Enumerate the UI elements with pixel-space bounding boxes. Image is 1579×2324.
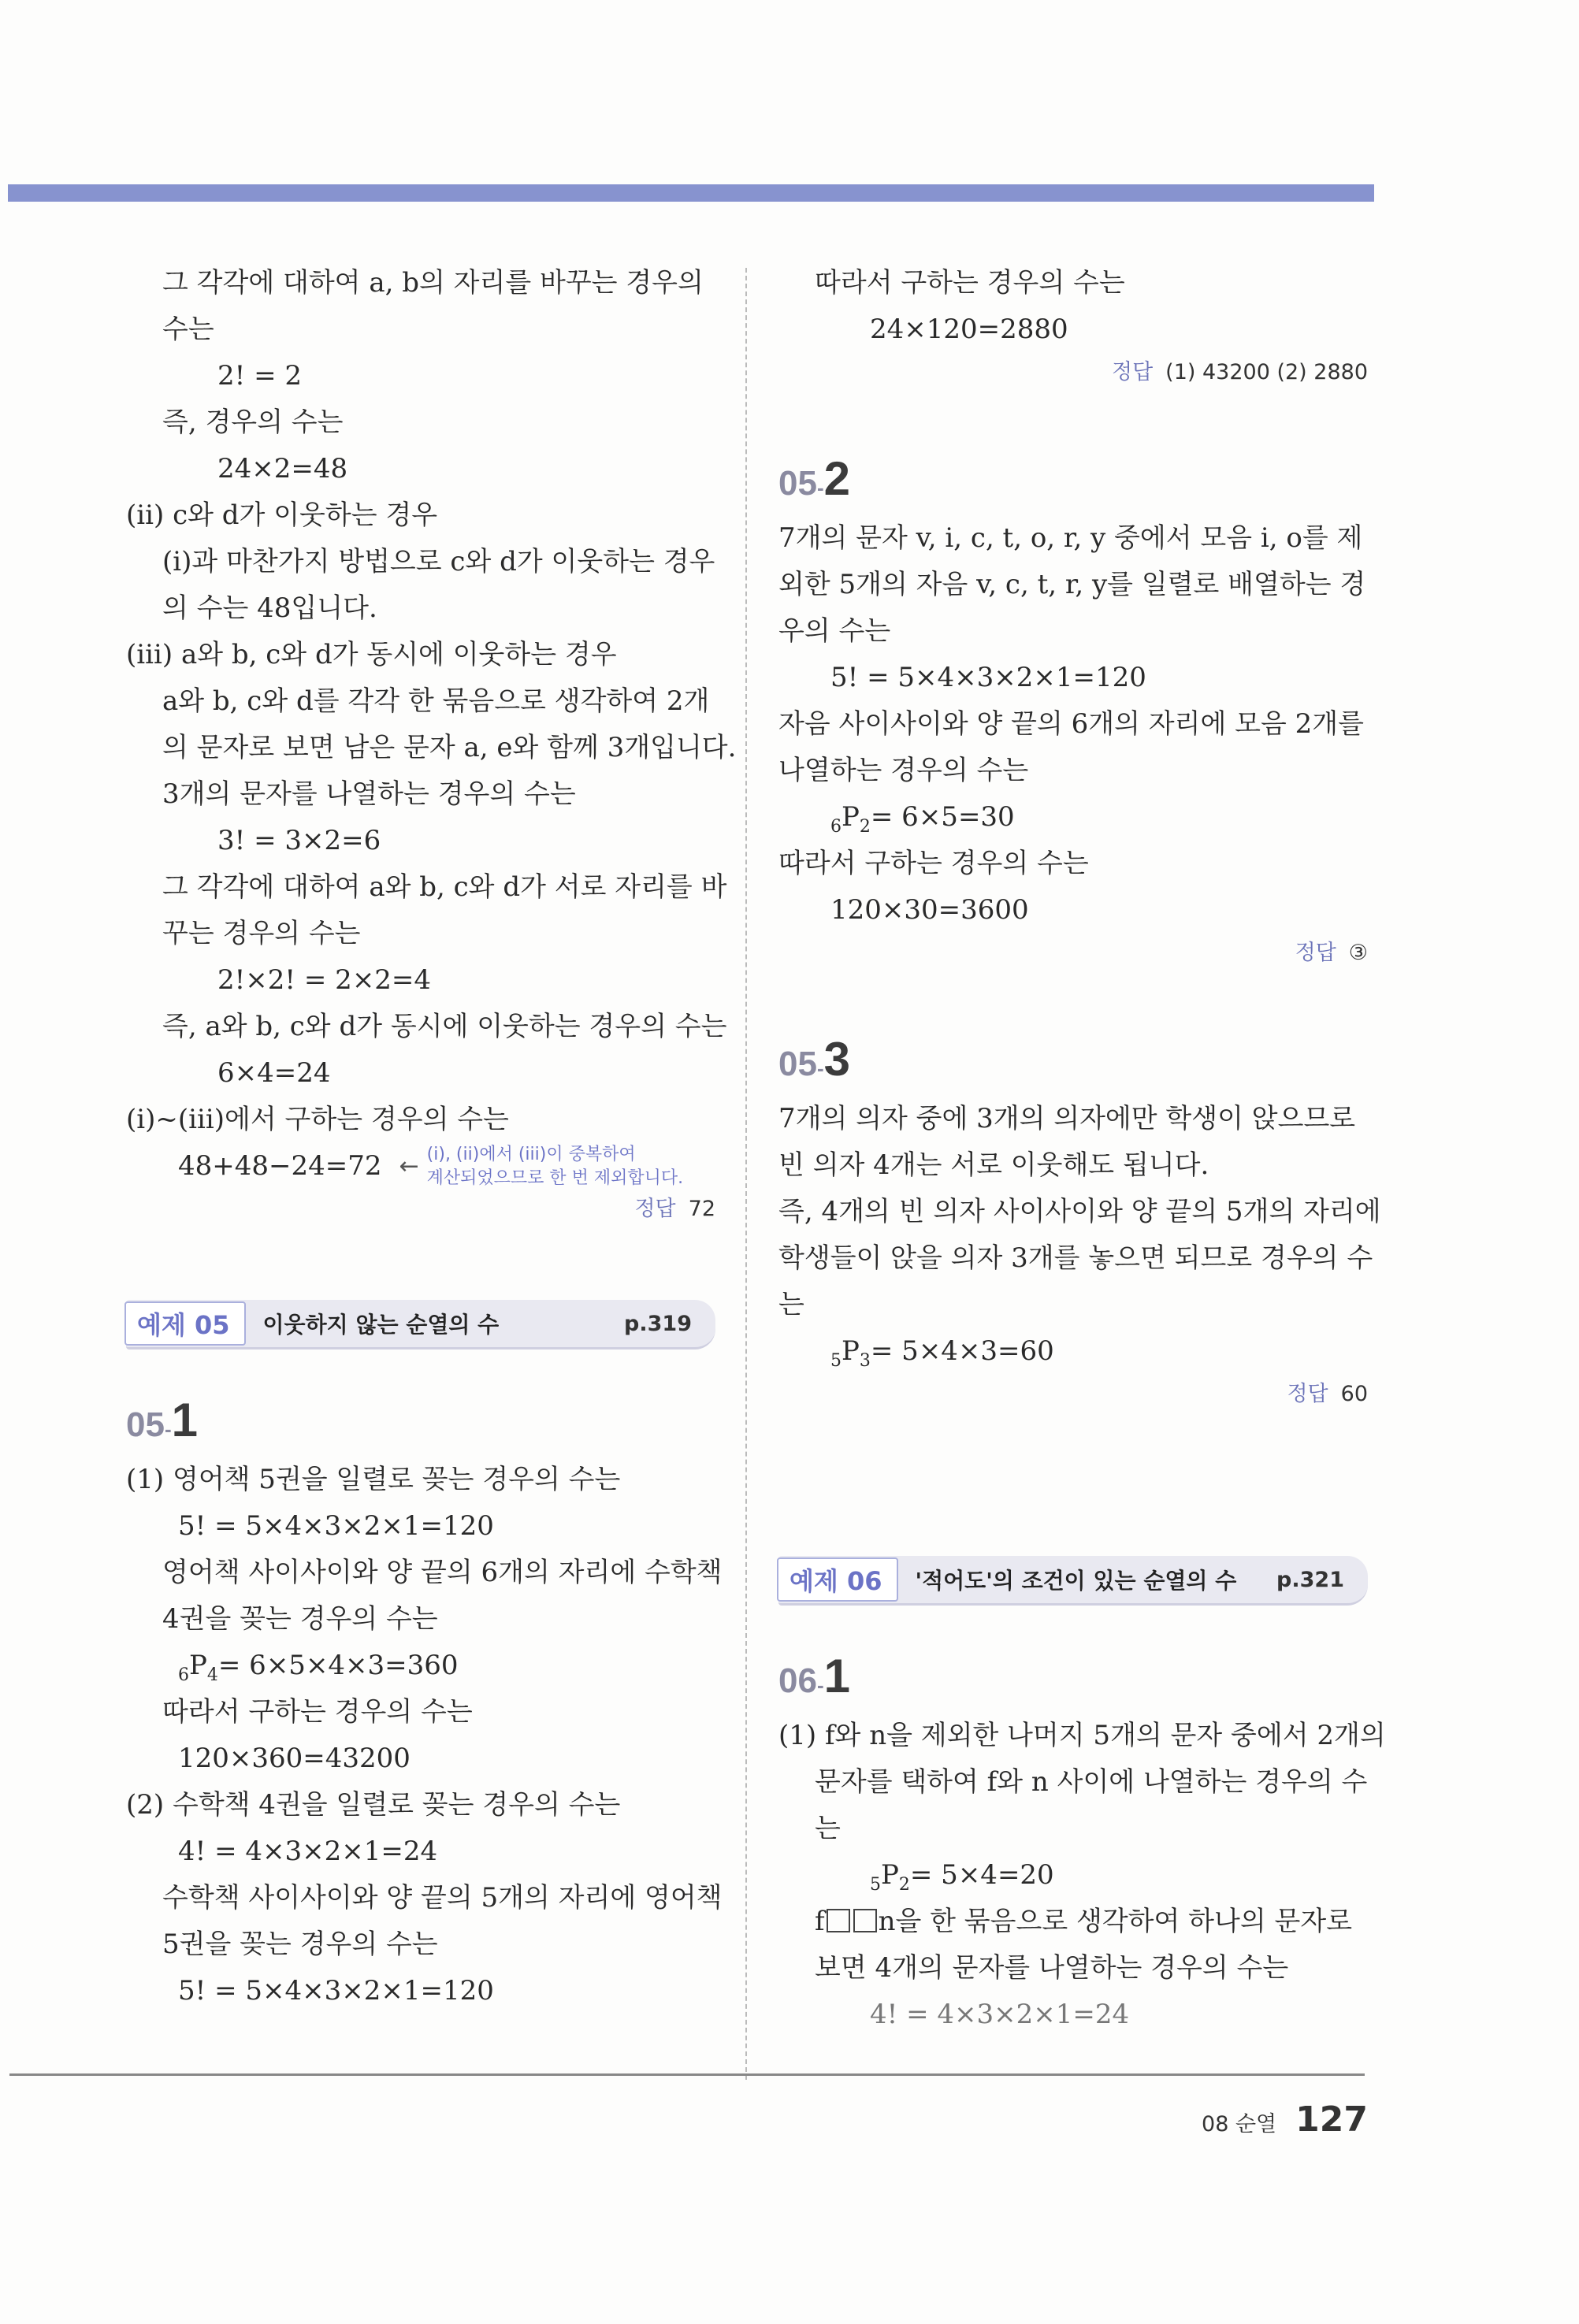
answer-value: 60 (1340, 1382, 1368, 1406)
equation (778, 1328, 1368, 1375)
answer-value: ③ (1348, 941, 1368, 965)
equation: 24×2=48 (217, 453, 348, 484)
text-fragment: f (815, 1906, 825, 1937)
text-line: 4권을 꽂는 경우의 수는 (162, 1603, 438, 1635)
answer-line (778, 934, 1368, 973)
answer-label: 정답 (1295, 941, 1336, 965)
text-line: 그 각각에 대하여 a, b의 자리를 바꾸는 경우의 (162, 267, 704, 299)
answer-value: (1) 43200 (2) 2880 (1165, 360, 1368, 384)
equation: 6×4=24 (217, 1057, 331, 1089)
perm-r: 2 (898, 1874, 910, 1895)
note-arrow: ← (399, 1152, 419, 1180)
perm-symbol: P (189, 1650, 207, 1681)
chapter-label: 08 순열 (1202, 2112, 1277, 2137)
text-line: 영어책 사이사이와 양 끝의 6개의 자리에 수학책 (162, 1557, 723, 1588)
perm-symbol: P (881, 1859, 899, 1891)
footer-rule (9, 2073, 1365, 2076)
text-line: 즉, a와 b, c와 d가 동시에 이웃하는 경우의 수는 (162, 1011, 727, 1042)
answer-label: 정답 (1111, 360, 1154, 384)
text-line: 빈 의자 4개는 서로 이웃해도 됩니다. (778, 1149, 1209, 1181)
answer-label: 정답 (1287, 1382, 1328, 1406)
case-heading: (i)~(iii)에서 구하는 경우의 수는 (126, 1104, 509, 1135)
problem-number (778, 1645, 1368, 1708)
side-note (427, 1143, 684, 1190)
answer-line (126, 1190, 715, 1229)
problem-number-prefix: 05 (778, 464, 817, 503)
problem-number-suffix: 1 (823, 1650, 850, 1702)
text-line: 수학책 사이사이와 양 끝의 5개의 자리에 영어책 (162, 1882, 723, 1914)
perm-n: 6 (178, 1665, 189, 1685)
problem-number-sep: - (816, 1673, 824, 1697)
side-note-line: 계산되었으므로 한 번 제외합니다. (426, 1168, 684, 1188)
text-line: 즉, 4개의 빈 의자 사이사이와 양 끝의 5개의 자리에 (778, 1196, 1381, 1227)
text-line: 는 (815, 1813, 841, 1844)
answer-value: 72 (688, 1197, 715, 1221)
equation-rest: = 6×5=30 (870, 801, 1015, 833)
example-header (126, 1300, 715, 1349)
equation: 120×360=43200 (178, 1743, 411, 1774)
problem-number (778, 447, 1368, 510)
right-column (778, 260, 1386, 2038)
text-line: 7개의 문자 v, i, c, t, o, r, y 중에서 모음 i, o를 제 (778, 522, 1363, 554)
equation: 5! = 5×4×3×2×1=120 (830, 662, 1146, 693)
text-line: 자음 사이사이와 양 끝의 6개의 자리에 모음 2개를 (778, 708, 1364, 740)
equation: 4! = 4×3×2×1=24 (870, 1999, 1130, 2030)
equation-with-note (126, 1143, 715, 1190)
text-line: 의 수는 48입니다. (162, 592, 377, 624)
example-title: 이웃하지 않는 순열의 수 (262, 1312, 500, 1338)
problem-number-prefix: 05 (126, 1405, 165, 1444)
equation-rest: = 6×5×4×3=360 (217, 1650, 459, 1681)
example-tag-box (777, 1557, 898, 1602)
text-line: 따라서 구하는 경우의 수는 (778, 848, 1089, 879)
text-line: 나열하는 경우의 수는 (778, 755, 1029, 786)
example-page-ref: p.321 (1276, 1567, 1344, 1592)
equation: 3! = 3×2=6 (217, 825, 381, 856)
text-line: (1) 영어책 5권을 일렬로 꽂는 경우의 수는 (126, 1464, 621, 1495)
problem-number-prefix: 06 (778, 1661, 817, 1700)
header-color-band (8, 184, 1374, 202)
text-line: 학생들이 앉을 의자 3개를 놓으면 되므로 경우의 수 (778, 1242, 1373, 1274)
problem-number-sep: - (816, 476, 824, 499)
left-column (126, 260, 737, 2014)
text-line: 즉, 경우의 수는 (162, 407, 344, 438)
text-fragment: n을 한 묶음으로 생각하여 하나의 문자로 (878, 1906, 1353, 1937)
text-line: (1) f와 n을 제외한 나머지 5개의 문자 중에서 2개의 (778, 1720, 1386, 1751)
text-line: 우의 수는 (778, 615, 891, 647)
side-note-line: (i), (ii)에서 (iii)이 중복하여 (426, 1144, 636, 1164)
perm-n: 5 (830, 1350, 842, 1371)
equation (778, 794, 1368, 841)
equation: 4! = 4×3×2×1=24 (178, 1836, 438, 1867)
problem-number-suffix: 3 (823, 1033, 850, 1086)
equation: 24×120=2880 (870, 314, 1068, 345)
text-line: 따라서 구하는 경우의 수는 (815, 267, 1125, 299)
perm-symbol: P (842, 1335, 860, 1367)
example-title: '적어도'의 조건이 있는 순열의 수 (915, 1568, 1237, 1594)
equation: 48+48−24=72 (178, 1150, 382, 1182)
text-line: 그 각각에 대하여 a와 b, c와 d가 서로 자리를 바 (162, 871, 727, 903)
equation: 5! = 5×4×3×2×1=120 (178, 1510, 494, 1542)
text-line: 수는 (162, 314, 214, 345)
equation: 120×30=3600 (830, 894, 1029, 926)
text-line: 의 문자로 보면 남은 문자 a, e와 함께 3개입니다. (162, 732, 737, 763)
equation (126, 1643, 715, 1689)
perm-r: 3 (859, 1350, 871, 1371)
equation: 5! = 5×4×3×2×1=120 (178, 1975, 494, 2007)
example-tag-box (124, 1301, 246, 1346)
blank-box-icon (853, 1909, 877, 1932)
case-heading: (ii) c와 d가 이웃하는 경우 (126, 499, 438, 531)
text-line: 외한 5개의 자음 v, c, t, r, y를 일렬로 배열하는 경 (778, 569, 1366, 600)
text-line: 꾸는 경우의 수는 (162, 918, 361, 949)
text-line: (i)과 마찬가지 방법으로 c와 d가 이웃하는 경우 (162, 546, 715, 577)
answer-line (778, 1375, 1368, 1414)
equation (778, 1852, 1368, 1899)
text-line: 3개의 문자를 나열하는 경우의 수는 (162, 778, 576, 810)
problem-number-suffix: 1 (171, 1394, 198, 1446)
text-line: 따라서 구하는 경우의 수는 (162, 1696, 473, 1728)
page-number: 127 (1295, 2099, 1368, 2140)
text-line: 7개의 의자 중에 3개의 의자에만 학생이 앉으므로 (778, 1103, 1356, 1134)
text-line (778, 1899, 1368, 1945)
problem-number-sep: - (164, 1417, 172, 1441)
perm-r: 2 (859, 816, 871, 837)
text-line: 보면 4개의 문자를 나열하는 경우의 수는 (815, 1952, 1289, 1984)
example-header (778, 1556, 1368, 1606)
answer-label: 정답 (634, 1197, 676, 1221)
equation-rest: = 5×4=20 (909, 1859, 1054, 1891)
problem-number-suffix: 2 (823, 452, 850, 505)
answer-line (778, 353, 1368, 392)
example-page-ref: p.319 (624, 1311, 692, 1336)
problem-number (778, 1028, 1368, 1091)
example-tag: 예제 05 (137, 1310, 230, 1340)
problem-number-sep: - (816, 1056, 824, 1080)
equation: 2! = 2 (217, 360, 303, 392)
text-line: 5권을 꽂는 경우의 수는 (162, 1929, 438, 1960)
equation-rest: = 5×4×3=60 (870, 1335, 1054, 1367)
problem-number-prefix: 05 (778, 1045, 817, 1083)
problem-number (126, 1389, 715, 1452)
text-line: 는 (778, 1289, 804, 1320)
equation: 2!×2! = 2×2=4 (217, 964, 432, 996)
case-heading: (iii) a와 b, c와 d가 동시에 이웃하는 경우 (126, 639, 617, 670)
example-tag: 예제 06 (790, 1566, 882, 1596)
perm-n: 6 (830, 816, 842, 837)
page-footer (1202, 2099, 1368, 2140)
blank-box-icon (827, 1909, 850, 1932)
perm-n: 5 (870, 1874, 881, 1895)
text-line: (2) 수학책 4권을 일렬로 꽂는 경우의 수는 (126, 1789, 621, 1821)
perm-symbol: P (842, 801, 860, 833)
text-line: a와 b, c와 d를 각각 한 묶음으로 생각하여 2개 (162, 685, 710, 717)
perm-r: 4 (206, 1665, 218, 1685)
column-divider (745, 268, 747, 2080)
text-line: 문자를 택하여 f와 n 사이에 나열하는 경우의 수 (815, 1766, 1368, 1798)
